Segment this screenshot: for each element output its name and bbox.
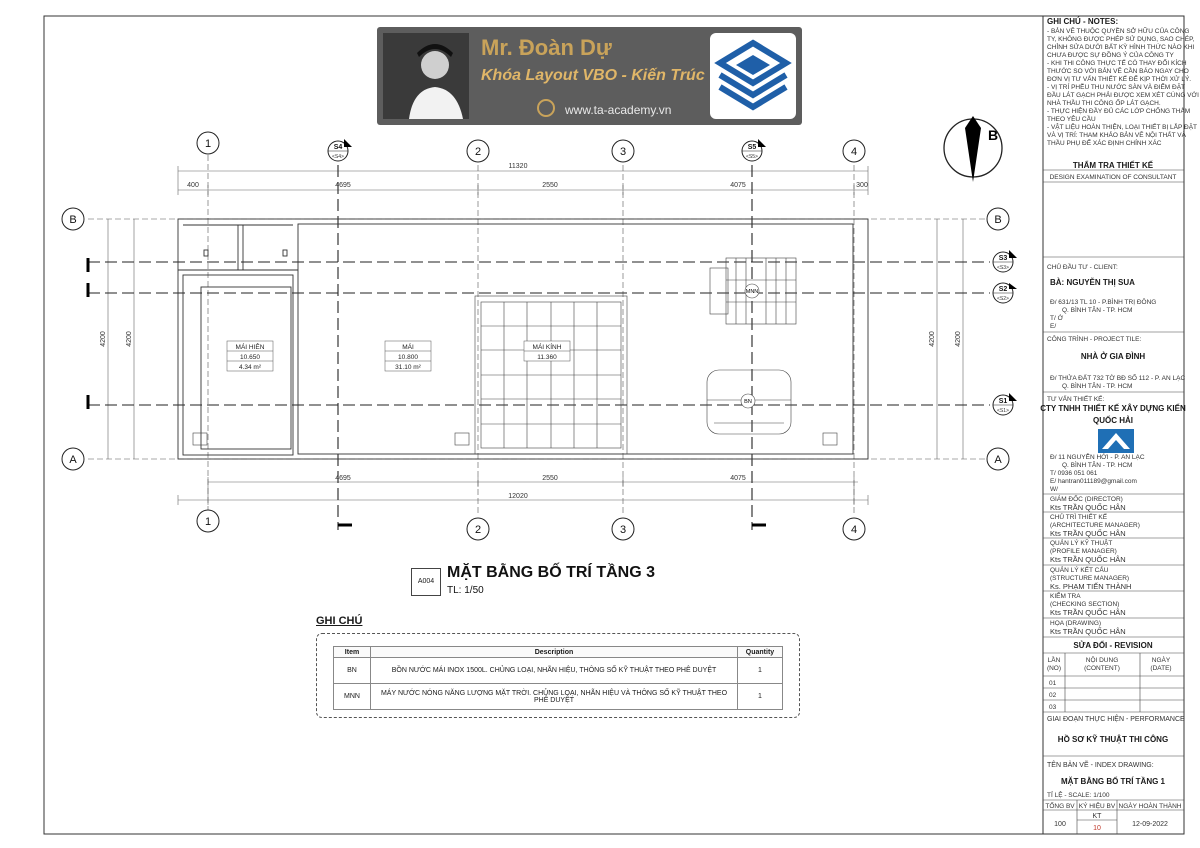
tb-role-person: Kts TRẦN QUỐC HÂN <box>1050 555 1126 564</box>
course-title: Khóa Layout VBO - Kiến Trúc <box>481 67 705 84</box>
notes-heading: GHI CHÚ <box>316 615 363 627</box>
tb-note-line: TY, KHÔNG ĐƯỢC PHÉP SỬ DỤNG, SAO CHÉP, <box>1047 36 1195 43</box>
dim-top-total: 11320 <box>508 163 528 170</box>
globe-icon <box>537 99 555 117</box>
tb-rev-col3-sub: (DATE) <box>1150 665 1172 672</box>
tb-revision-heading: SỬA ĐỔI - REVISION <box>1073 641 1153 650</box>
presenter-name: Mr. Đoàn Dự <box>481 35 612 60</box>
roof-3-name: MÁI KÍNH <box>532 344 562 351</box>
tb-notes-heading: GHI CHÚ - NOTES: <box>1047 17 1119 26</box>
tb-client-name: BÀ: NGUYỄN THỊ SUA <box>1050 278 1135 287</box>
tb-rev-row: 03 <box>1049 704 1057 711</box>
tb-note-line: CHƯA ĐƯỢC SỰ ĐỒNG Ý CỦA CÔNG TY <box>1047 52 1174 59</box>
grid-label-3-bottom: 3 <box>619 524 627 536</box>
dim-top-5: 300 <box>856 182 868 189</box>
tb-role: QUẢN LÝ KẾT CẤU <box>1050 567 1109 574</box>
dim-top-1: 400 <box>187 182 199 189</box>
tb-scale: TỈ LỆ - SCALE: 1/100 <box>1047 792 1110 799</box>
tb-client-addr1: Đ/ 631/13 TL 10 - P.BÌNH TRỊ ĐÔNG <box>1050 299 1157 306</box>
section-label-s5: S5 <box>747 144 757 151</box>
company-logo <box>1098 429 1134 453</box>
tb-foot-col: TỔNG BV <box>1045 803 1075 810</box>
sheet-title: MẶT BẰNG BỐ TRÍ TẦNG 3 <box>447 564 655 581</box>
section-tag-s1: <S1> <box>997 408 1009 414</box>
tb-note-line: - VẬT LIỆU HOÀN THIỆN, LOẠI THIẾT BỊ LẮP ĐẶT <box>1047 124 1198 131</box>
glass-roof <box>475 296 627 454</box>
dim-top-4: 4075 <box>730 182 746 189</box>
tb-client-label: CHỦ ĐẦU TƯ - CLIENT: <box>1047 264 1118 271</box>
grid-label-2-top: 2 <box>474 146 482 158</box>
row-quantity: 1 <box>738 658 783 684</box>
tb-foot-col: KÝ HIỆU BV <box>1078 803 1116 810</box>
grid-label-1-bottom: 1 <box>204 516 212 528</box>
tb-client-addr2: Q. BÌNH TÂN - TP. HCM <box>1062 307 1133 314</box>
grid-label-a-right: A <box>994 454 1002 466</box>
tb-rev-col2: NỘI DUNG <box>1085 657 1119 664</box>
row-description: MÁY NƯỚC NÓNG NĂNG LƯỢNG MẶT TRỜI. CHỦNG LOẠI, NHÃN HIỆU VÀ THÔNG SỐ KỸ THUẬT THEO PHÊ DUYỆT <box>371 684 738 710</box>
tb-rev-row: 01 <box>1049 680 1057 687</box>
tb-designer-label: TƯ VẤN THIẾT KẾ: <box>1047 396 1105 403</box>
tb-rev-col1-sub: (NO) <box>1046 665 1062 672</box>
dim-bottom-1: 4695 <box>335 475 351 482</box>
roof-1-area: 4.34 m² <box>238 364 262 371</box>
tb-note-line: - KHI THI CÔNG THỰC TẾ CÓ THAY ĐỔI KÍCH <box>1047 60 1187 67</box>
tb-project-addr2: Q. BÌNH TÂN - TP. HCM <box>1062 383 1133 390</box>
roof-2-name: MÁI <box>402 344 414 351</box>
course-banner <box>377 27 802 125</box>
dim-left-inner: 4200 <box>126 331 133 347</box>
tb-role-sub: (CHECKING SECTION) <box>1050 601 1120 608</box>
grid-label-1-top: 1 <box>204 138 212 150</box>
dim-bottom-2: 2550 <box>542 475 558 482</box>
tb-designer-company2: QUỐC HẢI <box>1093 416 1133 425</box>
grid-label-3-top: 3 <box>619 146 627 158</box>
table-row <box>334 658 783 684</box>
tb-project-name: NHÀ Ở GIA ĐÌNH <box>1080 352 1146 361</box>
section-tag-s2: <S2> <box>997 296 1009 302</box>
section-markers <box>88 258 766 525</box>
table-row <box>334 684 783 710</box>
tb-designer-phone: T/ 0936 051 061 <box>1050 470 1098 477</box>
grid-label-2-bottom: 2 <box>474 524 482 536</box>
tag-bn: BN <box>744 399 752 405</box>
tb-client-email: E/ <box>1050 323 1057 330</box>
col-item: Item <box>334 647 371 658</box>
tb-role-sub: (PROFILE MANAGER) <box>1050 548 1117 555</box>
water-tank <box>193 370 837 445</box>
tb-note-line: - THỰC HIỆN ĐẦY ĐỦ CÁC LỚP CHỐNG THẤM <box>1047 108 1191 115</box>
tb-role: QUẢN LÝ KỸ THUẬT <box>1050 540 1113 547</box>
grid-label-b-left: B <box>69 214 77 226</box>
tb-designer-addr1: Đ/ 11 NGUYỄN HỚI - P. AN LẠC <box>1050 454 1145 461</box>
tb-index-value: MẶT BẰNG BỐ TRÍ TẦNG 1 <box>1061 777 1165 786</box>
tb-designer-addr2: Q. BÌNH TÂN - TP. HCM <box>1062 462 1133 469</box>
tb-note-line: THẦU PHỤ ĐỂ XÁC ĐỊNH CHÍNH XÁC <box>1047 140 1162 147</box>
grid-label-4-bottom: 4 <box>850 524 858 536</box>
tb-consultant-heading: THẨM TRA THIẾT KẾ <box>1072 161 1154 170</box>
tb-project-addr1: Đ/ THỬA ĐẤT 732 TỜ BĐ SỐ 112 - P. AN LẠC <box>1050 375 1186 382</box>
tb-client-phone: T/ Ớ <box>1050 315 1064 322</box>
section-label-s2: S2 <box>998 286 1008 293</box>
sheet-code: A004 <box>411 568 441 596</box>
dim-right-outer: 4200 <box>955 331 962 347</box>
tb-phase-label: GIAI ĐOẠN THỰC HIỆN - PERFORMANCE <box>1047 716 1185 723</box>
tb-role-sub: (STRUCTURE MANAGER) <box>1050 575 1130 582</box>
tb-index-label: TÊN BẢN VẼ - INDEX DRAWING: <box>1047 762 1154 769</box>
dim-right-inner: 4200 <box>929 331 936 347</box>
dim-top-2: 4695 <box>335 182 351 189</box>
section-tag-s3: <S3> <box>997 265 1009 271</box>
tb-role: KIỂM TRA <box>1050 593 1081 600</box>
section-label-s4: S4 <box>333 144 343 151</box>
dim-bottom-3: 4075 <box>730 475 746 482</box>
tb-role-person: Ks. PHẠM TIẾN THÀNH <box>1050 582 1132 591</box>
roof-1-name: MÁI HIÊN <box>235 344 265 351</box>
north-label: B <box>988 127 999 143</box>
tb-designer-web: W/ <box>1050 486 1058 493</box>
row-quantity: 1 <box>738 684 783 710</box>
tb-note-line: ĐƠN VỊ TƯ VẤN THIẾT KẾ ĐỂ KỊP THỜI XỬ LÝ. <box>1047 76 1192 83</box>
section-tag-s5: <S5> <box>746 154 758 160</box>
tb-designer-email: E/ hantran011189@gmail.com <box>1050 478 1137 485</box>
section-label-s1: S1 <box>998 398 1008 405</box>
grid-label-a-left: A <box>69 454 77 466</box>
tb-foot-code: KT <box>1092 813 1102 820</box>
notes-table <box>316 633 800 718</box>
tb-role: CHỦ TRÌ THIẾT KẾ <box>1050 514 1108 521</box>
tb-role-person: Kts TRẦN QUỐC HÂN <box>1050 503 1126 512</box>
tb-foot-col: NGÀY HOÀN THÀNH <box>1118 803 1182 810</box>
section-tag-s4: <S4> <box>332 154 344 160</box>
tb-note-line: CHỈNH SỬA DƯỚI BẤT KỲ HÌNH THỨC NÀO KHI <box>1047 44 1195 51</box>
tb-foot-num: 10 <box>1093 825 1101 832</box>
tb-role-sub: (ARCHITECTURE MANAGER) <box>1050 522 1140 529</box>
tb-note-line: - VỊ TRÍ PHỄU THU NƯỚC SÀN VÀ ĐIỂM ĐẶT <box>1047 84 1186 91</box>
row-description: BỒN NƯỚC MÁI INOX 1500L. CHỦNG LOẠI, NHÃN HIỆU, THÔNG SỐ KỸ THUẬT THEO PHÊ DUYỆT <box>371 658 738 684</box>
row-item: BN <box>334 658 371 684</box>
roof-2-level: 10.800 <box>398 354 418 361</box>
north-arrow <box>944 116 1002 182</box>
section-label-s3: S3 <box>998 255 1008 262</box>
presenter-photo <box>383 33 469 119</box>
sheet-scale: TL: 1/50 <box>447 585 484 596</box>
grid-label-b-right: B <box>994 214 1002 226</box>
row-item: MNN <box>334 684 371 710</box>
tb-role-person: Kts TRẦN QUỐC HÂN <box>1050 529 1126 538</box>
col-quantity: Quantity <box>738 647 783 658</box>
grid-lines <box>88 155 985 515</box>
tb-designer-company1: CTY TNHH THIẾT KẾ XÂY DỰNG KIẾN <box>1040 404 1186 413</box>
dim-top-3: 2550 <box>542 182 558 189</box>
roof-2-area: 31.10 m² <box>395 364 421 371</box>
tb-note-line: - BẢN VẼ THUỘC QUYỀN SỞ HỮU CỦA CÔNG <box>1047 28 1190 35</box>
tag-mnn: MNN <box>745 289 759 295</box>
website-link[interactable]: www.ta-academy.vn <box>565 103 672 117</box>
tb-consultant-sub: DESIGN EXAMINATION OF CONSULTANT <box>1049 174 1177 181</box>
tb-role: HỌA (DRAWING) <box>1050 620 1102 627</box>
dim-bottom-total: 12020 <box>508 493 528 500</box>
tb-note-line: THƯỚC SO VỚI BẢN VẼ CẦN BÁO NGAY CHO <box>1047 68 1189 75</box>
tb-note-line: ĐẦU LÁT GẠCH PHẢI ĐƯỢC XEM XÉT CÙNG VỚI <box>1047 92 1199 99</box>
tb-phase-value: HỒ SƠ KỸ THUẬT THI CÔNG <box>1057 735 1169 744</box>
tb-project-label: CÔNG TRÌNH - PROJECT TILE: <box>1047 336 1142 343</box>
tb-rev-col2-sub: (CONTENT) <box>1084 665 1120 672</box>
academy-logo <box>710 33 796 119</box>
col-description: Description <box>371 647 738 658</box>
tb-foot-total: 100 <box>1054 821 1066 828</box>
tb-role: GIÁM ĐỐC (DIRECTOR) <box>1050 496 1123 503</box>
tb-role-person: Kts TRẦN QUỐC HÂN <box>1050 627 1126 636</box>
roof-1-level: 10.650 <box>240 354 260 361</box>
tb-rev-col1: LẦN <box>1047 657 1061 664</box>
tb-foot-date: 12-09-2022 <box>1132 821 1168 828</box>
roof-3-level: 11.360 <box>537 354 557 361</box>
tb-role-person: Kts TRẦN QUỐC HÂN <box>1050 608 1126 617</box>
grid-label-4-top: 4 <box>850 146 858 158</box>
tb-note-line: NHÀ THẦU THI CÔNG ỐP LÁT GẠCH. <box>1047 100 1161 107</box>
tb-rev-col3: NGÀY <box>1151 657 1171 664</box>
tb-note-line: VÀ VỊ TRÍ: THAM KHẢO BẢN VẼ NỘI THẤT VÀ <box>1047 132 1186 139</box>
dim-left-outer: 4200 <box>100 331 107 347</box>
tb-rev-row: 02 <box>1049 692 1057 699</box>
tb-note-line: THEO YÊU CẦU <box>1047 116 1096 123</box>
